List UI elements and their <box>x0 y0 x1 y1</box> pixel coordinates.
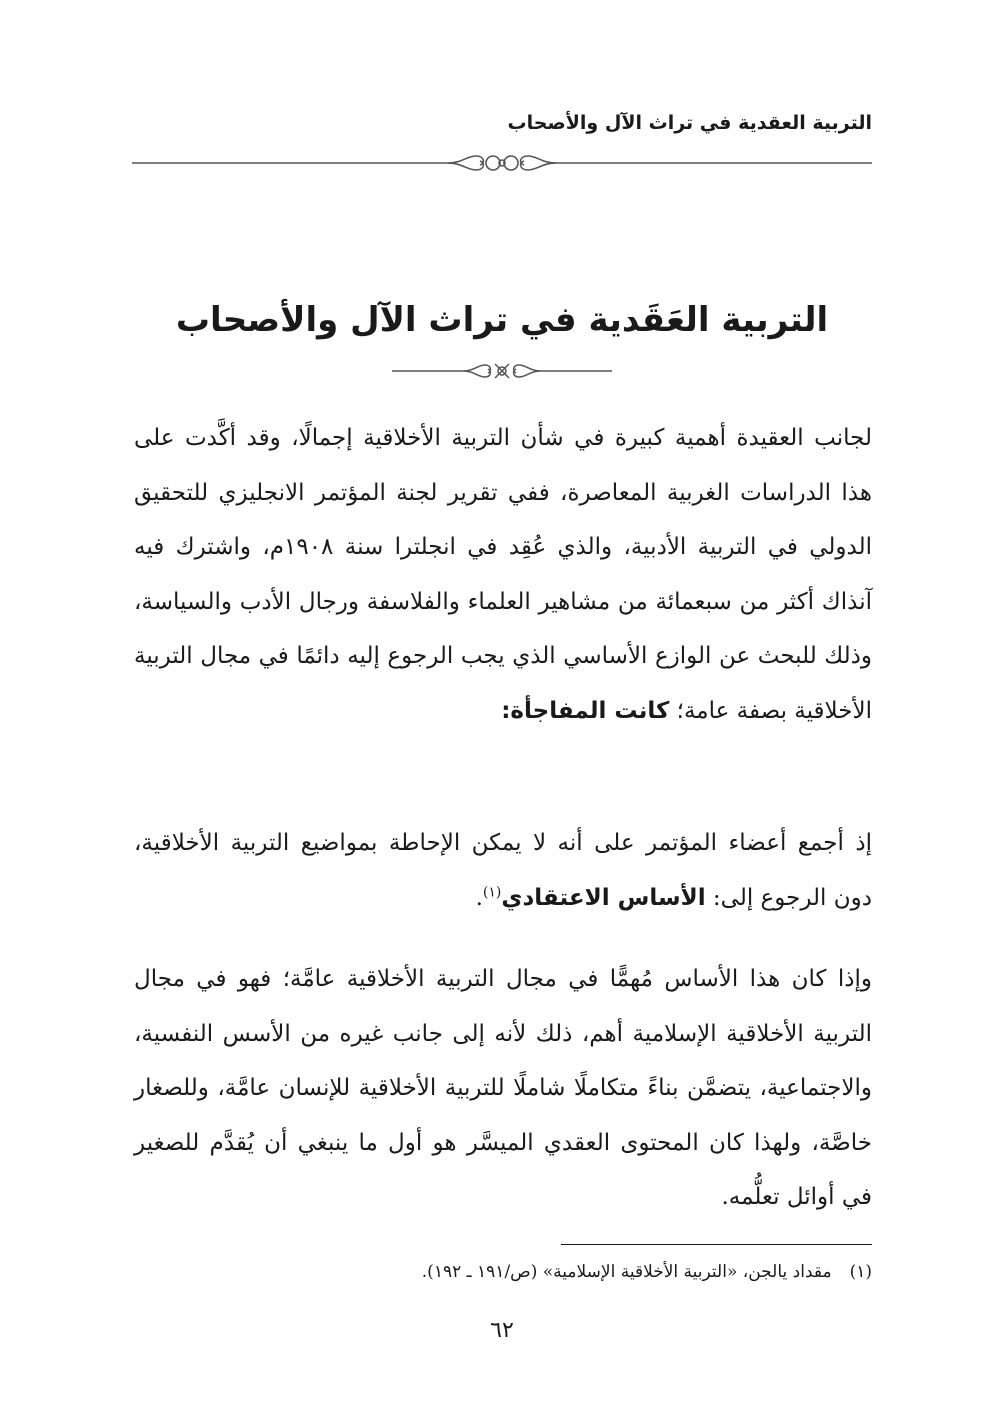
footnote-number: (١) <box>849 1262 872 1282</box>
footnote-reference[interactable]: (١) <box>482 883 502 900</box>
page-number: ٦٢ <box>490 1318 514 1343</box>
paragraph-1-bold: كانت المفاجأة: <box>501 697 670 724</box>
header-ornament-divider <box>132 148 872 178</box>
paragraph-1 <box>134 411 872 738</box>
paragraph-2 <box>134 816 872 925</box>
title-ornament-divider <box>392 358 612 384</box>
footnote-text: مقداد يالجن، «التربية الأخلاقية الإسلامية» (ص/١٩١ ـ ١٩٢). <box>421 1262 832 1282</box>
footnote <box>422 1262 872 1282</box>
title-ornament-icon <box>464 364 540 378</box>
paragraph-3: وإذا كان هذا الأساس مُهمًّا في مجال التربية الأخلاقية عامَّة؛ فهو في مجال التربية الأخلاقية الإسلامية أهم، ذلك لأنه إلى جانب غيره من الأسس النفسية، والاجتماعية، يتضمَّن بناءً متكاملًا شاملًا للتربية الأخلاقية للإنسان عامَّة، وللصغار خاصَّة، ولهذا كان المحتوى العقدي الميسَّر هو أول ما ينبغي أن يُقدَّم للصغير في أوائل تعلُّمه. <box>134 966 872 1210</box>
footnote-separator <box>561 1244 872 1245</box>
header-ornament-icon <box>448 156 556 170</box>
paragraph-1-text: لجانب العقيدة أهمية كبيرة في شأن التربية الأخلاقية إجمالًا، وقد أكَّدت على هذا الدراسات الغربية المعاصرة، ففي تقرير لجنة المؤتمر الانجليزي للتحقيق الدولي في التربية الأدبية، والذي عُقِد في انجلترا سنة ١٩٠٨م، واشترك فيه آنذاك أكثر من سبعمائة من مشاهير العلماء والفلاسفة ورجال الأدب والسياسة، وذلك للبحث عن الوازع الأساسي الذي يجب الرجوع إليه دائمًا في مجال التربية الأخلاقية بصفة عامة؛ <box>134 425 872 724</box>
paragraph-2-bold: الأساس الاعتقادي <box>501 884 706 911</box>
running-header: التربية العقدية في تراث الآل والأصحاب <box>507 112 872 134</box>
chapter-title: التربية العَقَدية في تراث الآل والأصحاب <box>175 300 829 340</box>
paragraph-2-text: إذ أجمع أعضاء المؤتمر على أنه لا يمكن الإحاطة بمواضيع التربية الأخلاقية، دون الرجوع إلى: <box>134 830 872 911</box>
paragraph-2-end: . <box>475 884 483 911</box>
